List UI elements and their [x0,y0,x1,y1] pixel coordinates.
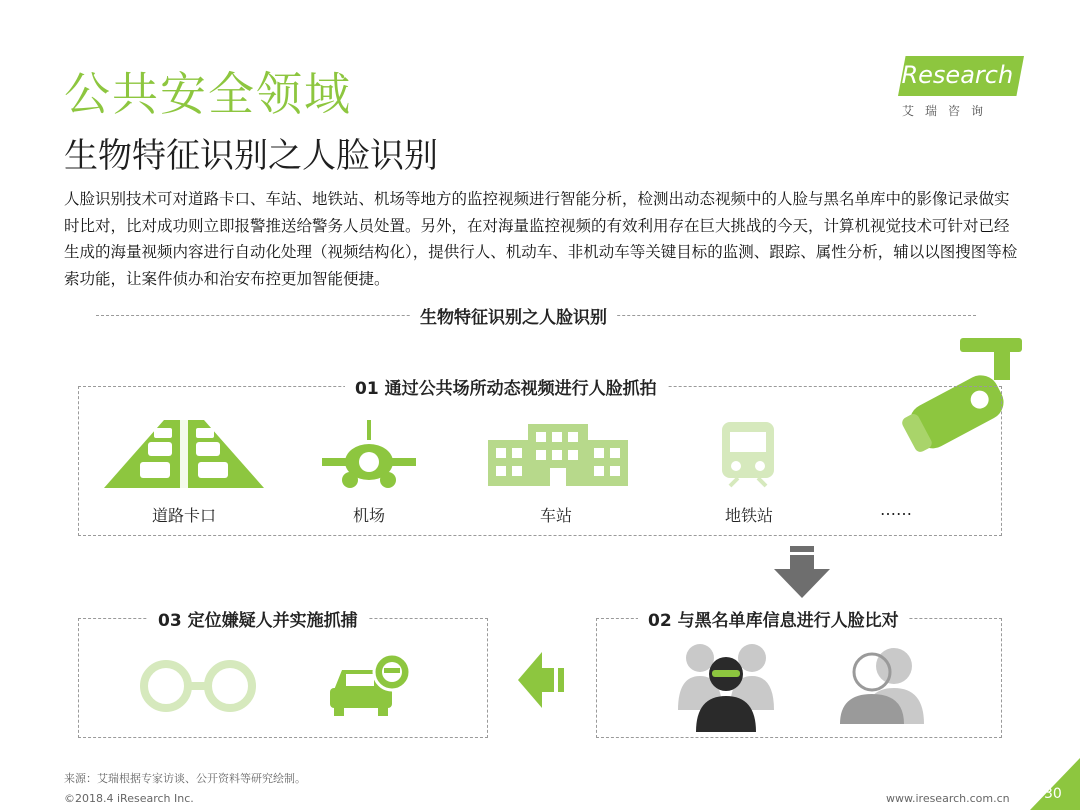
caption-highway: 道路卡口 [151,506,216,525]
person-silhouette-icon [834,644,934,724]
page-subtitle: 生物特征识别之人脸识别 [64,136,438,176]
logo-text: iResearch [894,61,1014,89]
website-link[interactable]: www.iresearch.com.cn [886,792,1010,805]
caption-subway: 地铁站 [724,506,773,525]
page-number: 30 [1044,786,1062,802]
step3-title: 03 定位嫌疑人并实施抓捕 [148,606,368,631]
caption-airport: 机场 [352,506,385,525]
step2-box [596,618,1002,738]
caption-station: 车站 [539,506,572,525]
caption-more: …… [880,500,912,519]
police-car-icon [330,650,410,716]
page-number-corner [1030,758,1080,810]
copyright: ©2018.4 iResearch Inc. [64,792,194,805]
building-icon [488,424,628,486]
source-note: 来源：艾瑞根据专家访谈、公开资料等研究绘制。 [64,772,306,785]
intro-paragraph: 人脸识别技术可对道路卡口、车站、地铁站、机场等地方的监控视频进行智能分析，检测出动态视频中的人脸与黑名单库中的影像记录做实时比对，比对成功则立即报警推送给警务人员处置。另外，在对海量监控视频的有效利用存在巨大挑战的今天，计算机视觉技术可针对已经生成的海量视频内容进行自动化处理（视频结构化），提供行人、机动车、非机动车等关键目标的监测、跟踪、属性分析，辅以以图搜图等检索功能，让案件侦办和治安布控更加智能便捷。 [64,190,1018,288]
subway-icon [720,420,776,490]
step1-title: 01 通过公共场所动态视频进行人脸抓拍 [345,374,667,399]
diagram-title: 生物特征识别之人脸识别 [410,303,617,328]
logo-chinese: 艾瑞咨询 [902,104,995,118]
arrow-down-icon [774,546,830,598]
handcuffs-icon [138,654,258,718]
iresearch-logo [884,56,1024,126]
step2-title: 02 与黑名单库信息进行人脸比对 [638,606,909,631]
criminal-group-icon [676,640,776,732]
page-title: 公共安全领域 [64,67,352,121]
highway-icon [104,420,264,490]
airplane-icon [322,420,416,490]
arrow-left-icon [518,652,568,708]
